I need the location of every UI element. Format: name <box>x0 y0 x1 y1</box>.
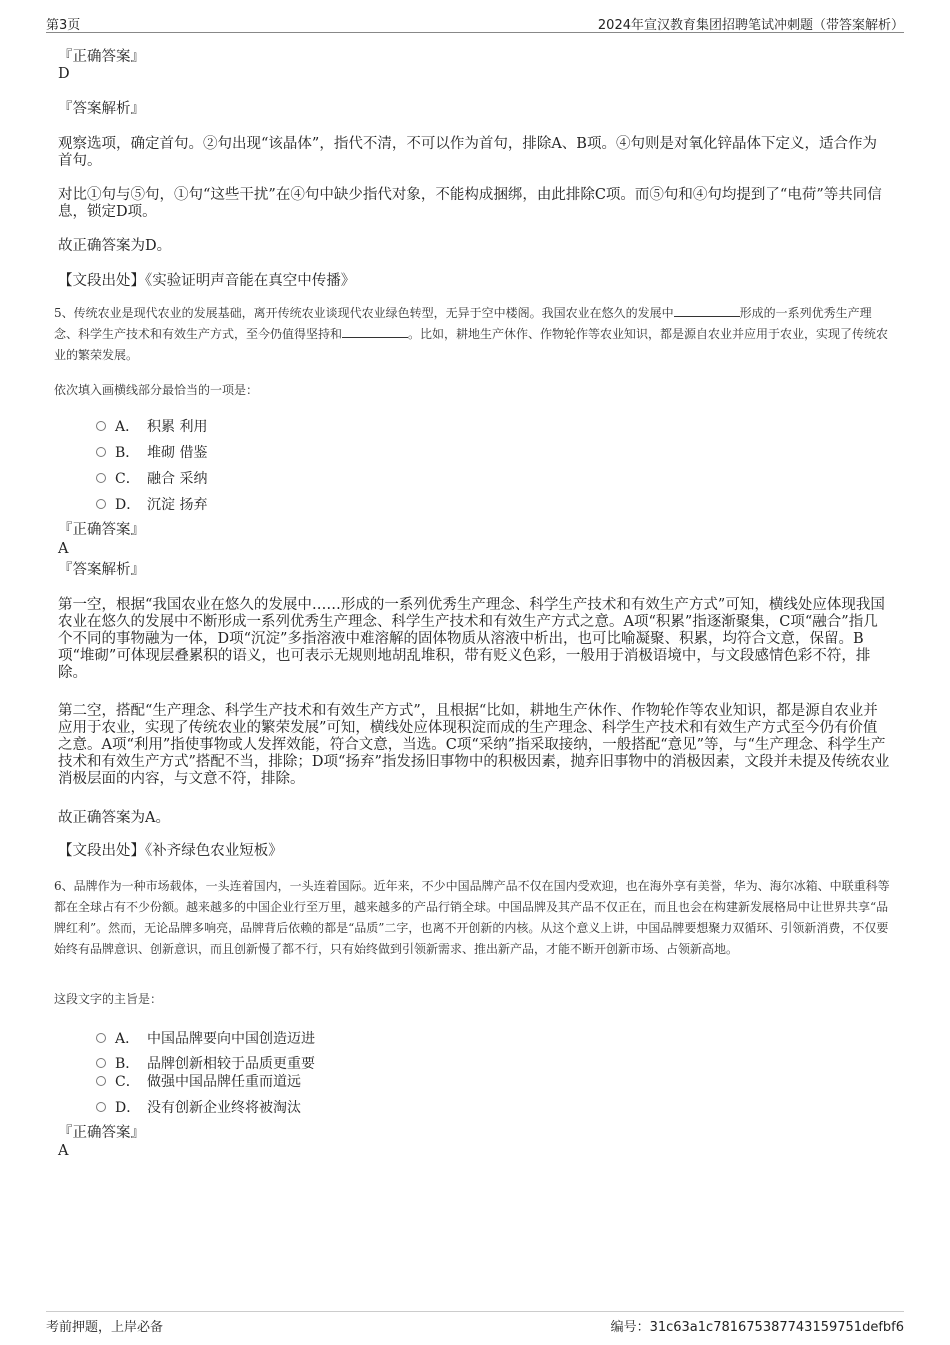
source-citation: 【文段出处】《实验证明声音能在真空中传播》 <box>58 273 356 289</box>
conclusion: 故正确答案为D。 <box>58 238 172 254</box>
footer-slogan: 考前押题，上岸必备 <box>46 1320 164 1335</box>
document-title: 2024年宣汉教育集团招聘笔试冲刺题（带答案解析） <box>597 18 904 33</box>
document-serial: 编号：31c63a1c781675387743159751defbf6 <box>610 1320 904 1335</box>
fill-blank <box>674 304 740 317</box>
source-citation: 【文段出处】《补齐绿色农业短板》 <box>58 843 283 859</box>
radio-icon[interactable] <box>96 421 106 431</box>
radio-icon[interactable] <box>96 1076 106 1086</box>
answer-label: 『正确答案』 <box>58 49 145 65</box>
option-b[interactable]: B． 品牌创新相较于品质更重要 <box>96 1053 315 1071</box>
conclusion: 故正确答案为A。 <box>58 810 170 826</box>
answer-value: A <box>58 1143 69 1159</box>
fill-blank <box>342 325 408 338</box>
analysis-label: 『答案解析』 <box>58 562 145 578</box>
page-header <box>46 14 904 33</box>
option-d[interactable]: D． 沉淀 扬弃 <box>96 494 207 512</box>
question-prompt: 依次填入画横线部分最恰当的一项是： <box>54 383 259 397</box>
question-text: 5、传统农业是现代农业的发展基础，离开传统农业谈现代农业绿色转型，无异于空中楼阁。我国农业在悠久的发展中 形成的一系列优秀生产理念、科学生产技术和有效生产方式，至今仍值得坚持和 。比如，耕地生产休作、作物轮作等农业知识，都是源自农业并应用于农业，实现了传统农业的繁荣发展。 <box>54 306 889 362</box>
analysis-paragraph: 第一空，根据“我国农业在悠久的发展中……形成的一系列优秀生产理念、科学生产技术和有效生产方式”可知，横线处应体现我国农业在悠久的发展中不断形成一系列优秀生产理念、科学生产技术和有效生产方式之意。A项“积累”指逐渐聚集，C项“融合”指几个不同的事物融为一体，D项“沉淀”多指溶液中难溶解的固体物质从溶液中析出，也可比喻凝聚、积累，均符合文意，保留。B项“堆砌”可体现层叠累积的语义，也可表示无规则地胡乱堆积，带有贬义色彩，一般用于消极语境中，与文段感情色彩不符，排除。 <box>58 597 885 681</box>
answer-value: D <box>58 66 70 82</box>
question-prompt: 这段文字的主旨是： <box>54 992 163 1006</box>
option-c[interactable]: C． 融合 采纳 <box>96 468 207 486</box>
radio-icon[interactable] <box>96 1058 106 1068</box>
radio-icon[interactable] <box>96 447 106 457</box>
radio-icon[interactable] <box>96 1102 106 1112</box>
radio-icon[interactable] <box>96 499 106 509</box>
answer-label: 『正确答案』 <box>58 1125 145 1141</box>
option-c[interactable]: C． 做强中国品牌任重而道远 <box>96 1071 301 1089</box>
option-a[interactable]: A． 积累 利用 <box>96 416 207 434</box>
option-d[interactable]: D． 没有创新企业终将被淘汰 <box>96 1097 301 1115</box>
radio-icon[interactable] <box>96 473 106 483</box>
page-footer <box>46 1311 904 1334</box>
analysis-paragraph: 观察选项，确定首句。②句出现“该晶体”，指代不清，不可以作为首句，排除A、B项。④句则是对氧化锌晶体下定义，适合作为首句。 <box>58 136 877 169</box>
option-a[interactable]: A． 中国品牌要向中国创造迈进 <box>96 1028 315 1046</box>
option-b[interactable]: B． 堆砌 借鉴 <box>96 442 207 460</box>
analysis-paragraph: 对比①句与⑤句，①句“这些干扰”在④句中缺少指代对象，不能构成捆绑，由此排除C项。而⑤句和④句均提到了“电荷”等共同信息，锁定D项。 <box>58 187 882 220</box>
answer-value: A <box>58 541 69 557</box>
analysis-label: 『答案解析』 <box>58 101 145 117</box>
radio-icon[interactable] <box>96 1033 106 1043</box>
analysis-paragraph: 第二空，搭配“生产理念、科学生产技术和有效生产方式”，且根据“比如，耕地生产休作、作物轮作等农业知识，都是源自农业并应用于农业，实现了传统农业的繁荣发展”可知，横线处应体现积淀而成的生产理念、科学生产技术和有效生产方式至今仍有价值之意。A项“利用”指使事物或人发挥效能，符合文意，当选。C项“采纳”指采取接纳，一般搭配“意见”等，与“生产理念、科学生产技术和有效生产方式”搭配不当，排除；D项“扬弃”指发扬旧事物中的积极因素，抛弃旧事物中的消极因素，文段并未提及传统农业消极层面的内容，与文意不符，排除。 <box>58 703 890 787</box>
answer-label: 『正确答案』 <box>58 522 145 538</box>
question-text: 6、品牌作为一种市场载体，一头连着国内，一头连着国际。近年来，不少中国品牌产品不仅在国内受欢迎，也在海外享有美誉，华为、海尔冰箱、中联重科等都在全球占有不少份额。越来越多的中国企业行至万里，越来越多的产品行销全球。中国品牌及其产品不仅正在，而且也会在构建新发展格局中让世界共享“品牌红利”。然而，无论品牌多响亮，品牌背后依赖的都是“品质”二字，也离不开创新的内核。从这个意义上讲，中国品牌要想聚力双循环、引领新消费，不仅要始终有品牌意识、创新意识，而且创新慢了都不行，只有始终做到引领新需求、推出新产品，才能不断开创新市场、占领新高地。 <box>54 879 890 956</box>
page-number: 第3页 <box>46 18 81 33</box>
